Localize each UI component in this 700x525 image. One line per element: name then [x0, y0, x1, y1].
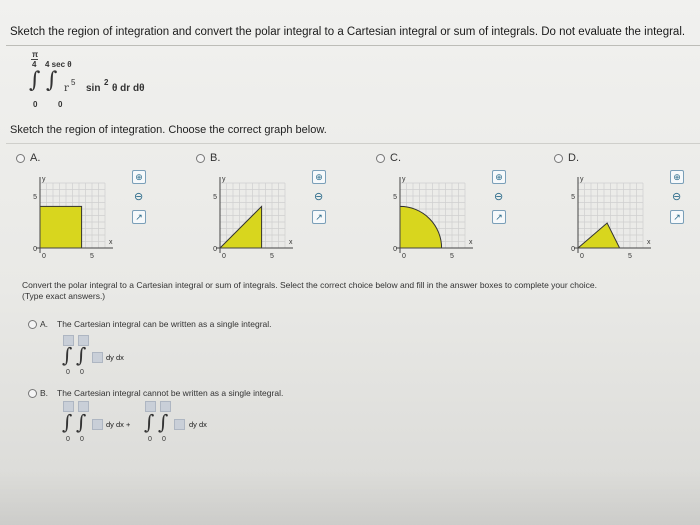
expand-icon[interactable]: ↗ — [312, 210, 326, 224]
zoom-in-icon[interactable]: ⊕ — [132, 170, 146, 184]
x-zero-label: 0 — [580, 253, 584, 260]
x-axis-label: x — [469, 239, 473, 246]
region-fill — [400, 206, 442, 248]
expand-icon[interactable]: ↗ — [132, 210, 146, 224]
y-axis-label: y — [42, 176, 46, 183]
y-axis-label: y — [402, 176, 406, 183]
graph-option-radio[interactable] — [196, 154, 205, 163]
graph-option-b[interactable] — [194, 150, 364, 275]
region-fill — [40, 206, 82, 248]
outer-lower: 0 — [33, 100, 38, 109]
outer-upper-num: π — [32, 50, 39, 59]
answer-box-b-integrand1[interactable] — [92, 419, 103, 430]
zoom-out-icon[interactable]: ⊖ — [672, 191, 682, 203]
integral-sign: ∫ — [62, 410, 73, 434]
x-tick-label: 5 — [628, 253, 632, 260]
y-tick-label: 5 — [393, 194, 397, 201]
graph-option-label: C. — [390, 152, 401, 164]
graph-option-radio[interactable] — [16, 154, 25, 163]
integrand-rest: θ dr dθ — [112, 83, 145, 94]
choice-b-text[interactable]: The Cartesian integral cannot be written as a single integral. — [57, 388, 284, 398]
integral-sign: ∫ — [144, 410, 155, 434]
graph-option-d[interactable] — [552, 150, 700, 275]
outer-upper-den: 4 — [32, 60, 37, 69]
x-tick-label: 5 — [270, 253, 274, 260]
lower-limit: 0 — [80, 436, 84, 443]
region-graph — [14, 168, 124, 268]
sketch-prompt: Sketch the region of integration. Choose the correct graph below. — [10, 124, 327, 136]
x-axis-label: x — [289, 239, 293, 246]
lower-limit: 0 — [162, 436, 166, 443]
expand-icon[interactable]: ↗ — [492, 210, 506, 224]
lower-limit: 0 — [66, 436, 70, 443]
y-tick-label: 5 — [213, 194, 217, 201]
choice-b-tail1: dy dx + — [106, 420, 131, 429]
divider — [6, 45, 700, 46]
zoom-out-icon[interactable]: ⊖ — [494, 191, 504, 203]
origin-label: 0 — [393, 246, 397, 253]
inner-lower: 0 — [58, 100, 63, 109]
zoom-out-icon[interactable]: ⊖ — [314, 191, 324, 203]
graph-option-radio[interactable] — [554, 154, 563, 163]
page-shadow — [0, 470, 700, 525]
x-zero-label: 0 — [42, 253, 46, 260]
choice-a-label: A. — [40, 319, 49, 329]
y-tick-label: 5 — [33, 194, 37, 201]
x-axis-label: x — [109, 239, 113, 246]
choice-b-radio[interactable] — [28, 389, 37, 398]
origin-label: 0 — [33, 246, 37, 253]
x-axis-label: x — [647, 239, 651, 246]
origin-label: 0 — [213, 246, 217, 253]
inner-upper: 4 sec θ — [45, 60, 72, 69]
origin-label: 0 — [571, 246, 575, 253]
y-axis-label: y — [580, 176, 584, 183]
region-graph — [552, 168, 662, 268]
graph-option-c[interactable] — [374, 150, 544, 275]
problem-instruction: Sketch the region of integration and convert the polar integral to a Cartesian integral or sum of integrals. Do not evaluate the integral. — [10, 26, 686, 38]
integrand-sin-exp: 2 — [104, 78, 109, 87]
choice-a-text[interactable]: The Cartesian integral can be written as a single integral. — [57, 319, 272, 329]
region-graph — [194, 168, 304, 268]
inner-integral-sign: ∫ — [46, 68, 58, 93]
choice-b-tail2: dy dx — [189, 420, 207, 429]
graph-option-label: B. — [210, 152, 221, 164]
answer-box-a-integrand[interactable] — [92, 352, 103, 363]
integrand-sin: sin — [86, 83, 101, 94]
graph-option-label: A. — [30, 152, 41, 164]
lower-limit: 0 — [66, 369, 70, 376]
answer-box-b-integrand2[interactable] — [174, 419, 185, 430]
convert-prompt-line2: (Type exact answers.) — [22, 291, 106, 301]
zoom-in-icon[interactable]: ⊕ — [670, 170, 684, 184]
choice-b-label: B. — [40, 388, 49, 398]
integral-sign: ∫ — [76, 410, 87, 434]
x-zero-label: 0 — [402, 253, 406, 260]
choice-a-radio[interactable] — [28, 320, 37, 329]
expand-icon[interactable]: ↗ — [670, 210, 684, 224]
graph-option-a[interactable] — [14, 150, 184, 275]
zoom-out-icon[interactable]: ⊖ — [134, 191, 144, 203]
outer-integral-sign: ∫ — [29, 68, 41, 93]
y-axis-label: y — [222, 176, 226, 183]
integrand-r-exp: 5 — [71, 78, 76, 87]
region-graph — [374, 168, 484, 268]
zoom-in-icon[interactable]: ⊕ — [492, 170, 506, 184]
x-tick-label: 5 — [450, 253, 454, 260]
x-zero-label: 0 — [222, 253, 226, 260]
lower-limit: 0 — [148, 436, 152, 443]
integral-sign: ∫ — [76, 343, 87, 367]
convert-prompt-line1: Convert the polar integral to a Cartesian integral or sum of integrals. Select the correct choice below and fill in the answer boxes to complete your choice. — [22, 280, 597, 290]
lower-limit: 0 — [80, 369, 84, 376]
integrand-r: r — [64, 83, 69, 94]
x-tick-label: 5 — [90, 253, 94, 260]
y-tick-label: 5 — [571, 194, 575, 201]
zoom-in-icon[interactable]: ⊕ — [312, 170, 326, 184]
graph-option-radio[interactable] — [376, 154, 385, 163]
choice-a-tail: dy dx — [106, 353, 124, 362]
divider — [6, 143, 700, 144]
integral-sign: ∫ — [62, 343, 73, 367]
graph-option-label: D. — [568, 152, 579, 164]
integral-sign: ∫ — [158, 410, 169, 434]
